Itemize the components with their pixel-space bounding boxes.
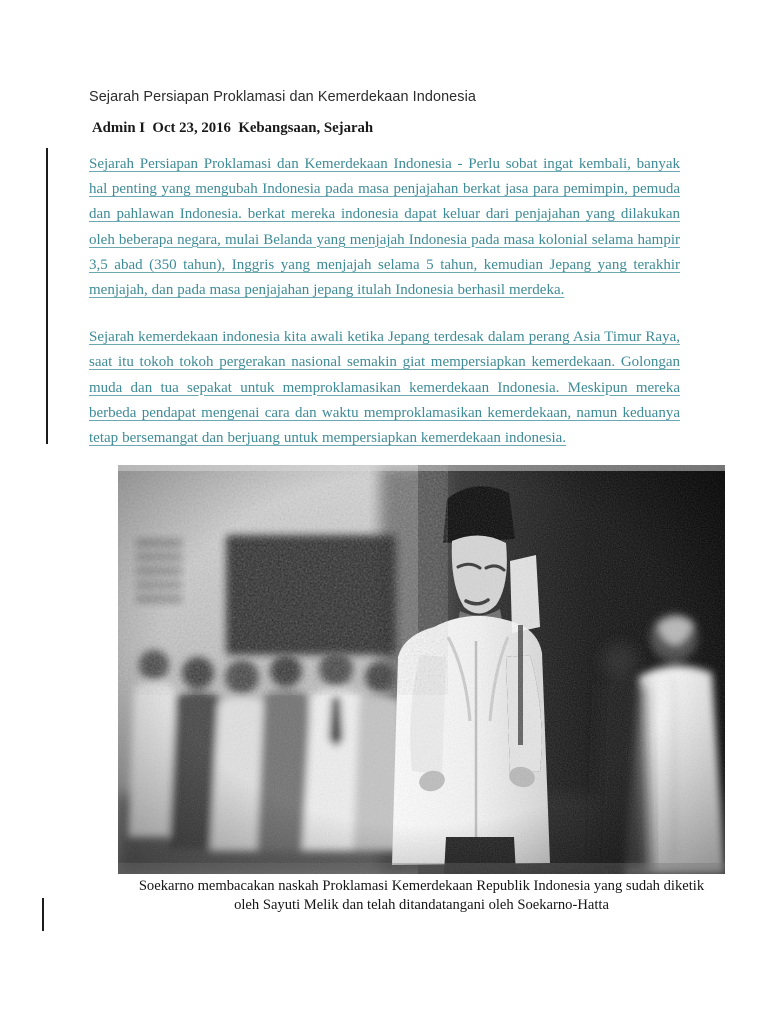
- byline: Admin I Oct 23, 2016 Kebangsaan, Sejarah: [92, 120, 374, 136]
- figure-caption: Soekarno membacakan naskah Proklamasi Kemerdekaan Republik Indonesia yang sudah diketik oleh Sayuti Melik dan telah ditandatangani oleh Soekarno-Hatta: [138, 878, 705, 913]
- change-bar-marker-body: [46, 148, 48, 444]
- change-bar-marker-footer: [42, 898, 44, 931]
- page-title: Sejarah Persiapan Proklamasi dan Kemerdekaan Indonesia: [89, 89, 476, 105]
- proclamation-photograph: [118, 465, 725, 874]
- photograph-graphic: [118, 465, 725, 874]
- body-paragraph: Sejarah Persiapan Proklamasi dan Kemerdekaan Indonesia - Perlu sobat ingat kembali, banyak hal penting yang mengubah Indonesia pada masa penjajahan berkat jasa para pemimpin, pemuda dan pahlawan Indonesia. berkat mereka indonesia dapat keluar dari penjajahan yang dilakukan oleh beberapa negara, mulai Belanda yang menjajah Indonesia pada masa kolonial selama hampir 3,5 abad (350 tahun), Inggris yang menjajah selama 5 tahun, kemudian Jepang yang terakhir menjajah, dan pada masa penjajahan jepang itulah Indonesia berhasil merdeka.: [89, 156, 680, 299]
- article-body: [89, 152, 680, 451]
- body-paragraph: Sejarah kemerdekaan indonesia kita awali ketika Jepang terdesak dalam perang Asia Timur Raya, saat itu tokoh tokoh pergerakan nasional semakin giat mempersiapkan kemerdekaan. Golongan muda dan tua sepakat untuk memproklamasikan kemerdekaan Indonesia. Meskipun mereka berbeda pendapat mengenai cara dan waktu memproklamasikan kemerdekaan, namun keduanya tetap bersemangat dan berjuang untuk mempersiapkan kemerdekaan indonesia.: [89, 329, 680, 447]
- article-figure: [118, 465, 725, 915]
